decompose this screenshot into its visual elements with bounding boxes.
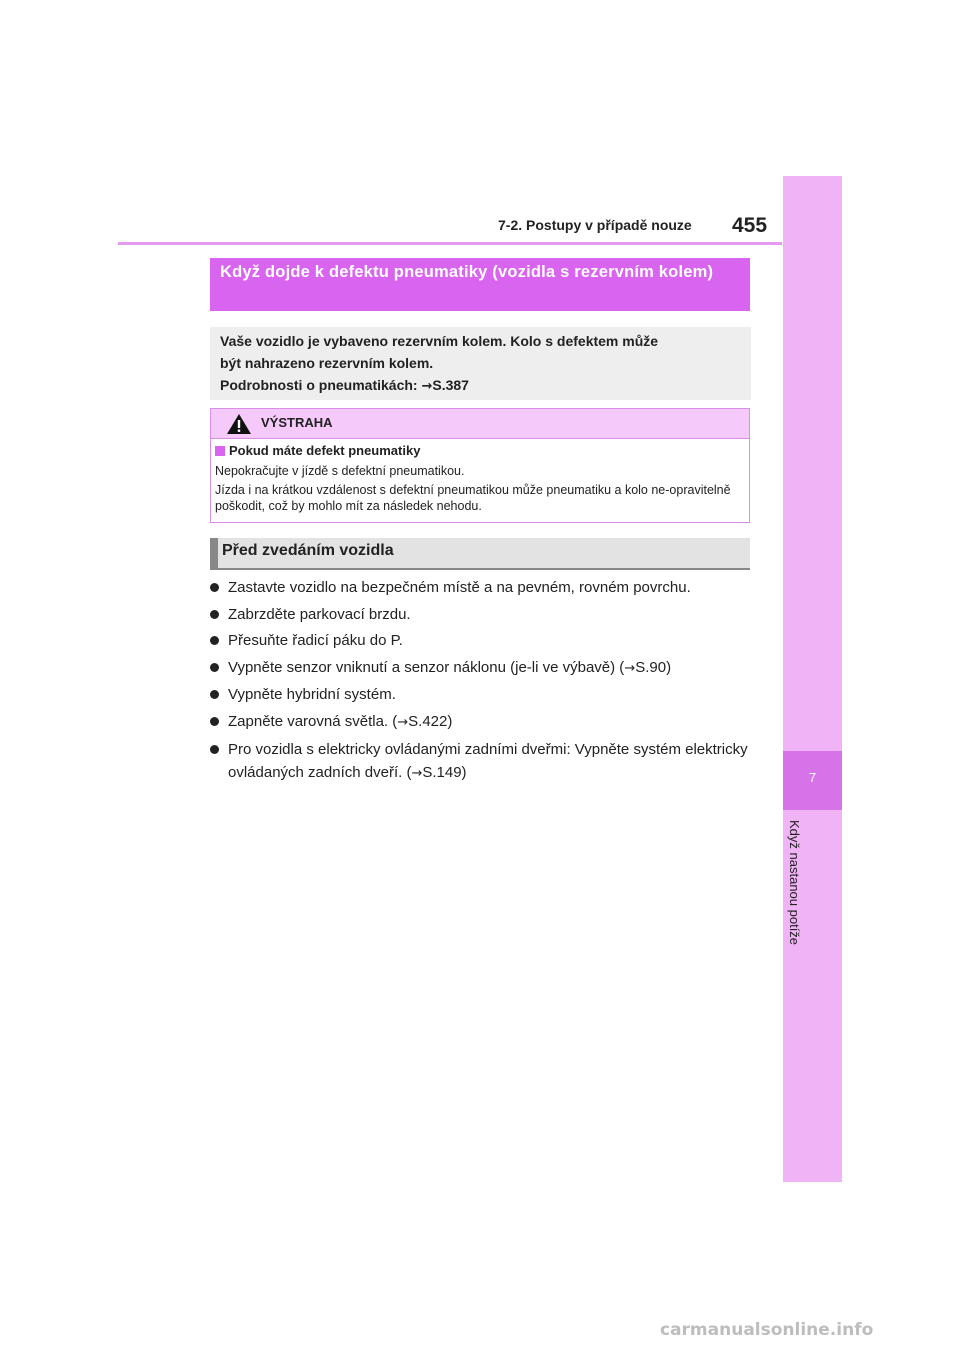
list-item (210, 710, 750, 734)
heading-bar (210, 538, 218, 568)
info-line-3 (220, 374, 741, 398)
list-item (210, 683, 750, 706)
chapter-side-tab (783, 176, 842, 1182)
list-item-suffix: ) (447, 712, 453, 730)
list-item-text: Pro vozidla s elektricky ovládanými zadními dveřmi: Vypněte systém elektricky ovládaných zadních dveří. ( (228, 740, 748, 781)
square-bullet-icon (215, 446, 225, 456)
arrow-icon: → (421, 379, 433, 394)
warning-subheading-text: Pokud máte defekt pneumatiky (229, 443, 421, 458)
list-item-text: Vypněte senzor vniknutí a senzor náklonu (je-li ve výbavě) ( (228, 658, 625, 676)
list-item (210, 629, 750, 652)
list-item (210, 576, 750, 599)
arrow-icon: → (624, 660, 636, 676)
list-item-text: Vypněte hybridní systém. (228, 686, 396, 704)
page-ref-link[interactable]: S.387 (432, 377, 469, 393)
page-number: 455 (732, 214, 768, 237)
header-rule (118, 242, 782, 245)
chapter-number: 7 (808, 770, 817, 785)
warning-body (211, 439, 749, 514)
list-item-text: Zastavte vozidlo na bezpečném místě a na pevném, rovném povrchu. (228, 579, 691, 596)
arrow-icon: → (411, 765, 423, 781)
warning-header (211, 409, 749, 439)
warning-subheading (215, 443, 745, 459)
warning-paragraph-1: Nepokračujte v jízdě s defektní pneumatikou. (215, 464, 465, 478)
list-item-text: Zabrzděte parkovací brzdu. (228, 605, 411, 623)
chapter-title: Když nastanou potíže (787, 820, 802, 946)
info-line-1: Vaše vozidlo je vybaveno rezervním kolem. Kolo s defektem může (220, 333, 659, 349)
info-box (210, 327, 751, 400)
info-line-3-text: Podrobnosti o pneumatikách: (220, 377, 422, 393)
warning-box (210, 408, 750, 523)
warning-paragraph-2: Jízda i na krátkou vzdálenost s defektní pneumatikou může pneumatiku a kolo ne-opravitelně poškodit, což by mohlo mít za následek nehodu. (215, 483, 731, 513)
list-item-suffix: ) (461, 763, 467, 781)
bullet-icon (210, 745, 219, 754)
bullet-icon (210, 610, 219, 619)
page-ref-link[interactable]: S.422 (408, 712, 448, 730)
bullet-icon (210, 636, 219, 645)
bullet-icon (210, 583, 219, 592)
warning-title: VÝSTRAHA (261, 415, 333, 430)
list-item-suffix: ) (666, 658, 672, 676)
list-item-text: Zapněte varovná světla. ( (228, 712, 398, 730)
steps-list (210, 576, 750, 788)
bullet-icon (210, 717, 219, 726)
page-ref-link[interactable]: S.90 (635, 658, 667, 676)
section-heading-text: Před zvedáním vozidla (222, 542, 394, 559)
list-item (210, 603, 750, 626)
arrow-icon: → (397, 714, 409, 730)
bullet-icon (210, 663, 219, 672)
list-item-text: Přesuňte řadicí páku do P. (228, 632, 403, 650)
section-heading-flat-tire: Když dojde k defektu pneumatiky (vozidla s rezervním kolem) (210, 258, 750, 311)
watermark: carmanualsonline.info (660, 1320, 874, 1340)
section-heading-before-lifting (210, 538, 750, 570)
list-item (210, 656, 750, 680)
info-line-2: být nahrazeno rezervním kolem. (220, 355, 434, 371)
list-item (210, 738, 750, 785)
section-title: 7-2. Postupy v případě nouze (498, 217, 692, 233)
bullet-icon (210, 690, 219, 699)
page-ref-link[interactable]: S.149 (422, 763, 462, 781)
warning-triangle-icon (226, 413, 252, 435)
